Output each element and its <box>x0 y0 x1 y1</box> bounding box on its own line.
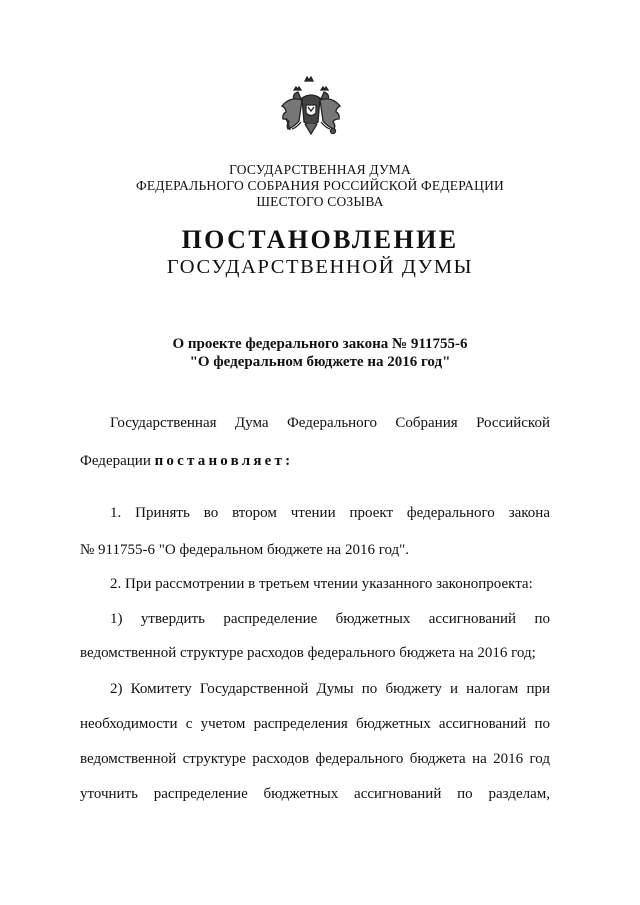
item1-line-2: № 911755-6 "О федеральном бюджете на 2016 год". <box>80 542 410 558</box>
document-subtitle: ГОСУДАРСТВЕННОЙ ДУМЫ <box>166 256 474 278</box>
preamble-verb: постановляет: <box>154 453 294 469</box>
subject-line-1: О проекте федерального закона № 911755-6 <box>172 336 468 352</box>
item2-line: 2. При рассмотрении в третьем чтении указанного законопроекта: <box>110 576 533 592</box>
header-convocation: ШЕСТОГО СОЗЫВА <box>256 194 384 209</box>
preamble-line-2 <box>80 451 550 471</box>
header-federal-assembly: ФЕДЕРАЛЬНОГО СОБРАНИЯ РОССИЙСКОЙ ФЕДЕРАЦИИ <box>136 178 504 193</box>
item1-line-1: 1. Принять во втором чтении проект федерального закона <box>110 505 550 521</box>
double-headed-eagle-icon <box>282 77 340 134</box>
header-duma: ГОСУДАРСТВЕННАЯ ДУМА <box>229 162 411 177</box>
document-title: ПОСТАНОВЛЕНИЕ <box>181 225 459 254</box>
subitem2-line-3: ведомственной структуре расходов федерального бюджета на 2016 год <box>80 751 550 767</box>
subitem2-line-2: необходимости с учетом распределения бюджетных ассигнований по <box>80 716 550 732</box>
subitem1-line-2: ведомственной структуре расходов федерального бюджета на 2016 год; <box>80 645 536 661</box>
subitem2-line-4: уточнить распределение бюджетных ассигнований по разделам, <box>80 786 550 802</box>
subject-line-2: "О федеральном бюджете на 2016 год" <box>189 354 451 370</box>
subitem1-line-1: 1) утвердить распределение бюджетных ассигнований по <box>110 611 550 627</box>
preamble-line-1: Государственная Дума Федерального Собрания Российской <box>110 415 550 431</box>
subitem2-line-1: 2) Комитету Государственной Думы по бюджету и налогам при <box>110 681 550 697</box>
coat-of-arms-emblem <box>274 72 348 152</box>
preamble-start: Федерации <box>80 453 155 469</box>
